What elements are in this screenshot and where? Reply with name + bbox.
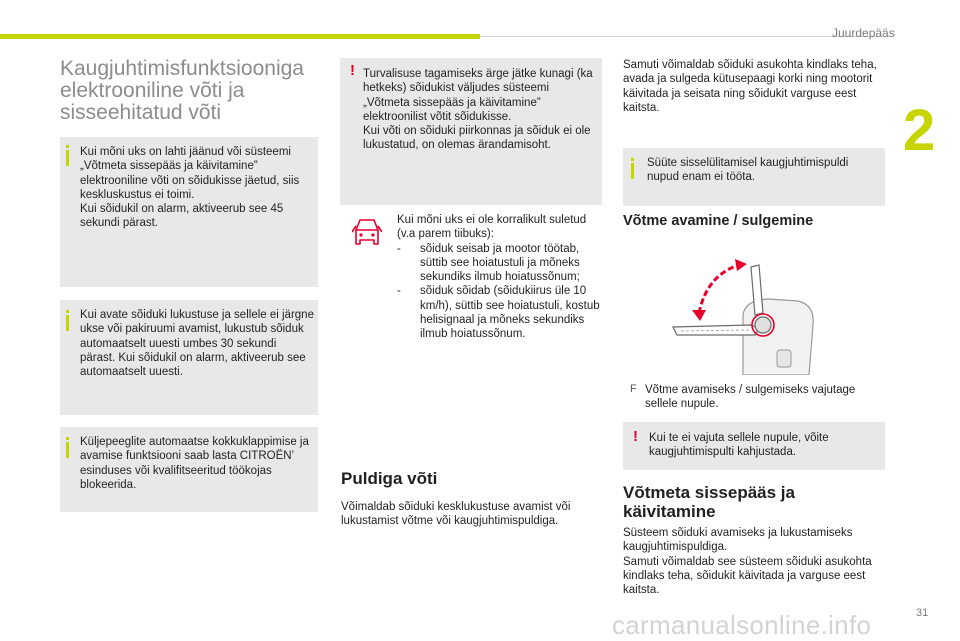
warning-text: Turvalisuse tagamiseks ärge jätke kunagi (ka hetkeks) sõidukist väljudes süsteemi „Võtmeta sissepääs ja käivitamine” elektroonilist võtit sõidukisse. Kui võti on sõiduki piirkonnas ja sõiduk ei ole lukustatud, on olemas ärandamisoht. <box>363 68 593 152</box>
key-fold-figure <box>663 255 833 375</box>
door-alert-block <box>397 213 602 342</box>
body-text: Samuti võimaldab sõiduki asukohta kindlaks teha, avada ja sulgeda kütusepaagi korki ning mootorit käivitada ja seisata ning sõidukit varguse eest kaitsta. <box>623 59 877 114</box>
info-box-mirrors <box>60 427 318 512</box>
heading-key-open-close: Võtme avamine / sulgemine <box>623 213 814 229</box>
section-label: Juurdepääs <box>832 26 895 40</box>
info-text: Süüte sisselülitamisel kaugjuhtimispuldi nupud enam ei tööta. <box>647 157 849 184</box>
header-rule <box>480 36 880 37</box>
info-text: Kui avate sõiduki lukustuse ja sellele ei järgne ukse või pakiruumi avamist, lukustub sõiduk automaatselt uuesti umbes 30 sekundi pärast. Kui sõidukil on alarm, aktiveerub see automaatselt uuesti. <box>80 309 314 379</box>
list-item: - sõiduk sõidab (sõidukiirus üle 10 km/h), süttib see hoiatustuli, kostub helisignaal ja mõneks sekundiks ilmub hoiatussõnum. <box>397 284 602 341</box>
body-text: Süsteem sõiduki avamiseks ja lukustamiseks kaugjuhtimispuldiga. Samuti võimaldab see süsteem sõiduki asukohta kindlaks teha, sõidukit käivitada ja varguse eest kaitsta. <box>623 527 872 597</box>
body-text: Võimaldab sõiduki kesklukustuse avamist või lukustamist võtme või kaugjuhtimispuldiga. <box>341 501 571 528</box>
list-item: - sõiduk seisab ja mootor töötab, süttib see hoiatustuli ja mõneks sekundiks ilmub hoiatussõnum; <box>397 242 602 285</box>
heading-puldiga-voti: Puldiga võti <box>341 469 438 488</box>
heading-keyless: Võtmeta sissepääs ja käivitamine <box>623 483 795 521</box>
info-icon <box>631 163 634 179</box>
info-icon <box>66 150 69 166</box>
info-icon <box>66 442 69 458</box>
chapter-number: 2 <box>903 98 936 163</box>
instruction-marker: F <box>630 383 637 395</box>
watermark: carmanualsonline.info <box>612 610 872 640</box>
info-box-central-locking <box>60 137 318 287</box>
puldiga-text-block <box>341 500 601 529</box>
warning-box-button <box>623 422 885 470</box>
info-box-ignition <box>623 148 885 206</box>
warning-text: Kui te ei vajuta sellele nupule, võite kaugjuhtimispulti kahjustada. <box>649 432 829 459</box>
warning-icon: ! <box>350 62 355 79</box>
warning-icon: ! <box>633 428 638 445</box>
header-accent-bar <box>0 34 480 39</box>
car-door-open-icon <box>352 216 382 250</box>
door-alert-list <box>397 242 602 342</box>
instruction-text: Võtme avamiseks / sulgemiseks vajutage sellele nupule. <box>645 384 856 411</box>
info-text: Kui mõni uks on lahti jäänud või süsteemi „Võtmeta sissepääs ja käivitamine” elektrooniline võti on sõidukisse jäetud, siis keskluskustus ei toimi. Kui sõidukil on alarm, aktiveerub see 45 sekundi pärast. <box>80 146 300 230</box>
page-title: Kaugjuhtimisfunktsiooniga elektrooniline võti ja sisseehitatud võti <box>60 57 304 124</box>
warning-box-key-in-car <box>340 58 602 205</box>
info-text: Küljepeeglite automaatse kokkuklappimise ja avamise funktsiooni saab lasta CITROËN’ esinduses või kvalifitseeritud töökojas blokeerida. <box>80 436 309 491</box>
door-alert-intro: Kui mõni uks ei ole korralikult suletud (v.a parem tiibuks): <box>397 214 587 241</box>
instruction-block <box>630 383 885 412</box>
keyless-text-block <box>623 526 885 597</box>
info-box-auto-relock <box>60 300 318 415</box>
page-number: 31 <box>916 607 929 619</box>
right-intro-block <box>623 58 885 115</box>
info-icon <box>66 315 69 331</box>
